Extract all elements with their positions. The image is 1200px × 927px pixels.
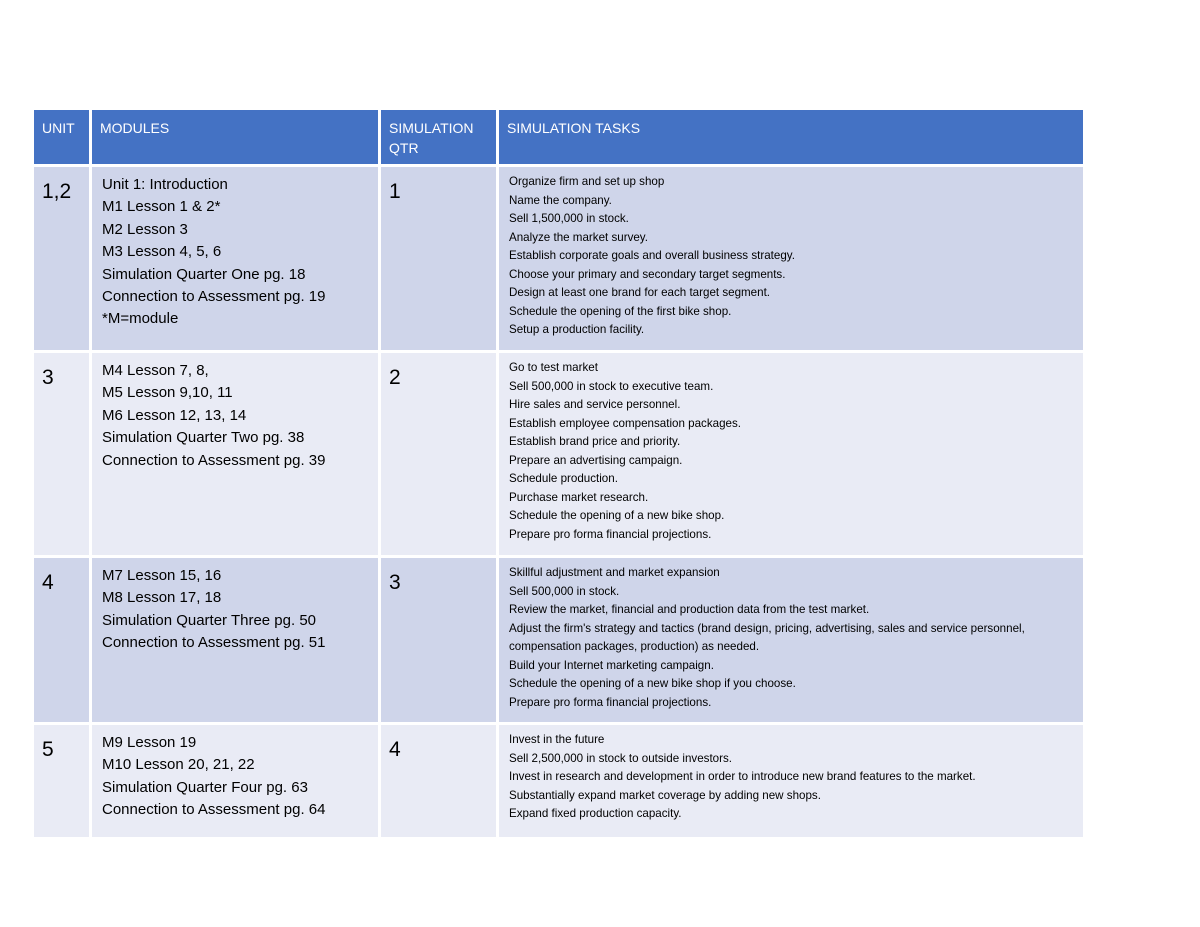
module-line: M6 Lesson 12, 13, 14	[102, 406, 247, 424]
task-line: Choose your primary and secondary target segments.	[509, 267, 786, 281]
table-header	[34, 110, 1083, 164]
header-simulation-qtr	[381, 110, 496, 164]
task-line: Purchase market research.	[509, 490, 649, 504]
task-line: Prepare an advertising campaign.	[509, 453, 683, 467]
header-modules: MODULES	[92, 110, 378, 164]
task-line: Sell 500,000 in stock.	[509, 584, 620, 598]
task-line: Schedule the opening of the first bike shop.	[509, 304, 732, 318]
modules-cell	[92, 558, 378, 722]
task-line: Schedule production.	[509, 472, 618, 485]
module-line: M3 Lesson 4, 5, 6	[102, 243, 222, 261]
module-line: Connection to Assessment pg. 51	[102, 634, 326, 652]
task-line: Prepare pro forma financial projections.	[509, 527, 712, 541]
module-line: M7 Lesson 15, 16	[102, 567, 222, 584]
task-line: Skillful adjustment and market expansion	[509, 566, 720, 579]
task-line: Hire sales and service personnel.	[509, 398, 681, 411]
simulation-schedule-table	[31, 107, 1086, 840]
module-line: Simulation Quarter Four pg. 63	[102, 778, 308, 796]
header-qtr-line-1: SIMULATION	[389, 120, 474, 136]
module-line: M1 Lesson 1 & 2*	[102, 198, 221, 216]
task-line: Organize firm and set up shop	[509, 175, 665, 188]
task-line: Adjust the firm's strategy and tactics (brand design, pricing, advertising, sales and service personnel, compensation packages, production) as needed.	[509, 621, 1025, 653]
tasks-cell	[499, 167, 1083, 350]
table-row	[34, 725, 1083, 837]
module-line: Connection to Assessment pg. 39	[102, 451, 326, 469]
task-line: Review the market, financial and production data from the test market.	[509, 603, 870, 616]
modules-cell	[92, 725, 378, 837]
task-line: Invest in research and development in order to introduce new brand features to the market.	[509, 770, 976, 783]
table-row	[34, 558, 1083, 722]
task-line: Expand fixed production capacity.	[509, 807, 682, 820]
qtr-cell: 2	[381, 353, 496, 555]
module-line: M9 Lesson 19	[102, 734, 197, 751]
module-line: M2 Lesson 3	[102, 220, 188, 238]
table-row	[34, 353, 1083, 555]
module-line: Connection to Assessment pg. 19	[102, 288, 326, 306]
task-line: Name the company.	[509, 193, 612, 207]
unit-cell: 5	[34, 725, 89, 837]
task-line: Setup a production facility.	[509, 323, 645, 336]
unit-cell: 3	[34, 353, 89, 555]
task-line: Prepare pro forma financial projections.	[509, 695, 712, 709]
table-row	[34, 167, 1083, 350]
task-line: Sell 500,000 in stock to executive team.	[509, 379, 714, 393]
qtr-cell: 4	[381, 725, 496, 837]
tasks-cell	[499, 558, 1083, 722]
header-row	[34, 110, 1083, 164]
module-line: Unit 1: Introduction	[102, 176, 228, 193]
module-line: Simulation Quarter One pg. 18	[102, 265, 306, 283]
qtr-cell: 1	[381, 167, 496, 350]
module-line: Connection to Assessment pg. 64	[102, 801, 326, 819]
task-line: Analyze the market survey.	[509, 230, 648, 244]
task-line: Build your Internet marketing campaign.	[509, 658, 714, 672]
module-line: M5 Lesson 9,10, 11	[102, 384, 233, 402]
task-line: Sell 2,500,000 in stock to outside investors.	[509, 751, 732, 765]
tasks-cell	[499, 725, 1083, 837]
task-line: Establish corporate goals and overall business strategy.	[509, 249, 795, 262]
table-body	[34, 167, 1083, 837]
module-line: M10 Lesson 20, 21, 22	[102, 756, 255, 774]
unit-cell: 1,2	[34, 167, 89, 350]
tasks-cell	[499, 353, 1083, 555]
task-line: Schedule the opening of a new bike shop.	[509, 509, 725, 522]
task-line: Establish employee compensation packages.	[509, 416, 742, 430]
header-simulation-tasks: SIMULATION TASKS	[499, 110, 1083, 164]
module-line: M8 Lesson 17, 18	[102, 589, 222, 607]
task-line: Schedule the opening of a new bike shop if you choose.	[509, 677, 796, 690]
task-line: Invest in the future	[509, 733, 605, 746]
module-line: Simulation Quarter Three pg. 50	[102, 611, 317, 629]
qtr-cell: 3	[381, 558, 496, 722]
header-unit: UNIT	[34, 110, 89, 164]
task-line: Design at least one brand for each target segment.	[509, 286, 771, 299]
module-line: Simulation Quarter Two pg. 38	[102, 429, 305, 447]
unit-cell: 4	[34, 558, 89, 722]
task-line: Sell 1,500,000 in stock.	[509, 212, 629, 225]
module-line: M4 Lesson 7, 8,	[102, 362, 209, 379]
task-line: Establish brand price and priority.	[509, 435, 681, 448]
task-line: Substantially expand market coverage by adding new shops.	[509, 788, 821, 802]
header-qtr-line-2: QTR	[389, 140, 419, 156]
task-line: Go to test market	[509, 361, 598, 374]
modules-cell	[92, 353, 378, 555]
modules-cell	[92, 167, 378, 350]
module-line: *M=module	[102, 310, 179, 328]
